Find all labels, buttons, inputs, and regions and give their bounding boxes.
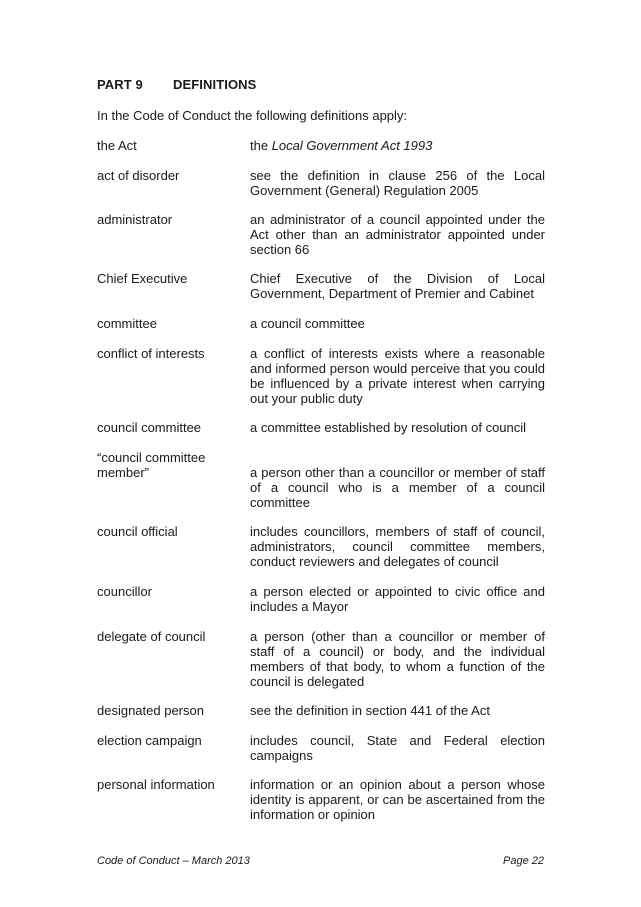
definition-description: a person other than a councillor or member of staff of a council who is a member of a council committee	[250, 465, 545, 510]
intro-text: In the Code of Conduct the following definitions apply:	[97, 108, 408, 123]
definition-description: includes council, State and Federal election campaigns	[250, 733, 545, 763]
definition-description: an administrator of a council appointed under the Act other than an administrator appointed under section 66	[250, 212, 545, 257]
definition-description: a council committee	[250, 316, 365, 331]
definition-term: designated person	[97, 703, 204, 718]
definition-term: election campaign	[97, 733, 202, 748]
section-title: DEFINITIONS	[173, 77, 257, 92]
definition-description: a person elected or appointed to civic office and includes a Mayor	[250, 584, 545, 614]
section-number: PART 9	[97, 77, 143, 92]
footer-page-number: Page 22	[503, 855, 544, 867]
definition-term: council official	[97, 524, 178, 539]
definition-description: the Local Government Act 1993	[250, 138, 433, 153]
definition-description: includes councillors, members of staff of council, administrators, council committee members, conduct reviewers and delegates of council	[250, 524, 545, 569]
definition-term: councillor	[97, 584, 152, 599]
definition-term: personal information	[97, 777, 215, 792]
definition-description: a person (other than a councillor or member of staff of a council) or body, and the individual members of that body, to whom a function of the council is delegated	[250, 629, 545, 689]
definition-description: a conflict of interests exists where a reasonable and informed person would perceive that you could be influenced by a private interest when carrying out your public duty	[250, 346, 545, 406]
definition-term: the Act	[97, 138, 137, 153]
footer-document-title: Code of Conduct – March 2013	[97, 855, 250, 867]
definition-term: administrator	[97, 212, 173, 227]
definition-term: conflict of interests	[97, 346, 205, 361]
definition-description: Chief Executive of the Division of Local Government, Department of Premier and Cabinet	[250, 271, 545, 301]
definition-term: “council committee member”	[97, 450, 206, 480]
definition-term: delegate of council	[97, 629, 206, 644]
definition-term: committee	[97, 316, 157, 331]
section-heading	[97, 77, 256, 92]
definition-description: information or an opinion about a person whose identity is apparent, or can be ascertained from the information or opinion	[250, 777, 545, 822]
definition-term: Chief Executive	[97, 271, 188, 286]
definition-description: a committee established by resolution of council	[250, 420, 527, 435]
definition-description: see the definition in clause 256 of the Local Government (General) Regulation 2005	[250, 168, 545, 198]
definition-description: see the definition in section 441 of the Act	[250, 703, 490, 718]
definition-term: act of disorder	[97, 168, 180, 183]
definition-term: council committee	[97, 420, 202, 435]
